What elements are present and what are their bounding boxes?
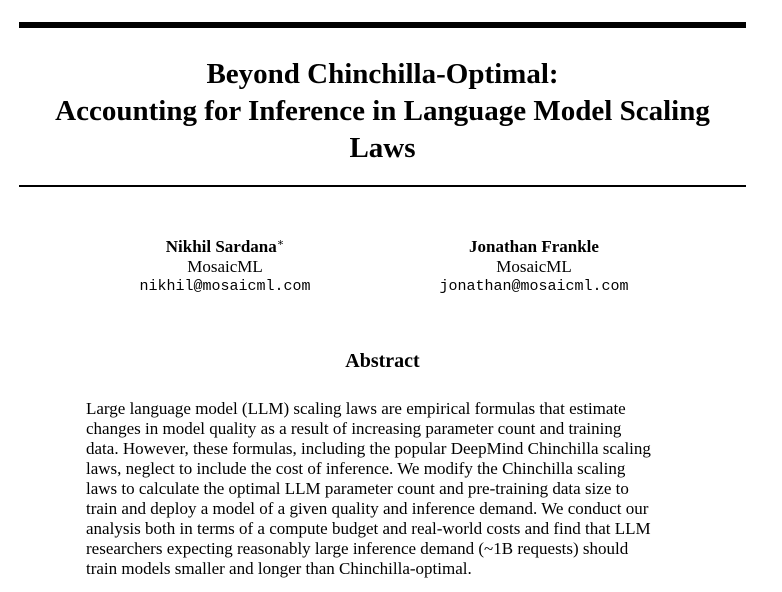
author-name: [414, 237, 654, 257]
top-rule: [19, 22, 746, 28]
author-name-text: Nikhil Sardana: [165, 237, 277, 256]
title-line: Accounting for Inference in Language Model Scaling: [55, 95, 710, 127]
title-bottom-rule: [19, 185, 746, 187]
title-line: Beyond Chinchilla-Optimal:: [206, 58, 559, 90]
abstract-line: data. However, these formulas, including the popular DeepMind Chinchilla scaling: [86, 439, 651, 458]
abstract-line: changes in model quality as a result of increasing parameter count and training: [86, 419, 622, 438]
author-block-1: [105, 237, 345, 297]
author-name: [105, 237, 345, 257]
paper-title: [19, 56, 746, 167]
abstract-line: train and deploy a model of a given quality and inference demand. We conduct our: [86, 499, 649, 518]
footnote-mark: ∗: [276, 237, 285, 249]
abstract-line: analysis both in terms of a compute budget and real-world costs and find that LLM: [86, 519, 651, 538]
author-email[interactable]: nikhil@mosaicml.com: [139, 278, 311, 295]
title-line: Laws: [349, 132, 416, 164]
author-affiliation: MosaicML: [496, 257, 572, 276]
abstract-line: laws, neglect to include the cost of inference. We modify the Chinchilla scaling: [86, 459, 626, 478]
abstract-line: Large language model (LLM) scaling laws are empirical formulas that estimate: [86, 399, 626, 418]
author-name-text: Jonathan Frankle: [469, 237, 599, 256]
author-block-2: [414, 237, 654, 297]
abstract-heading: Abstract: [345, 350, 420, 372]
abstract-line: laws to calculate the optimal LLM parameter count and pre-training data size to: [86, 479, 629, 498]
abstract-line: researchers expecting reasonably large inference demand (~1B requests) should: [86, 539, 629, 558]
author-affiliation: MosaicML: [187, 257, 263, 276]
abstract-text: [86, 399, 686, 579]
author-email[interactable]: jonathan@mosaicml.com: [439, 278, 629, 295]
abstract-line: train models smaller and longer than Chinchilla-optimal.: [86, 559, 472, 578]
